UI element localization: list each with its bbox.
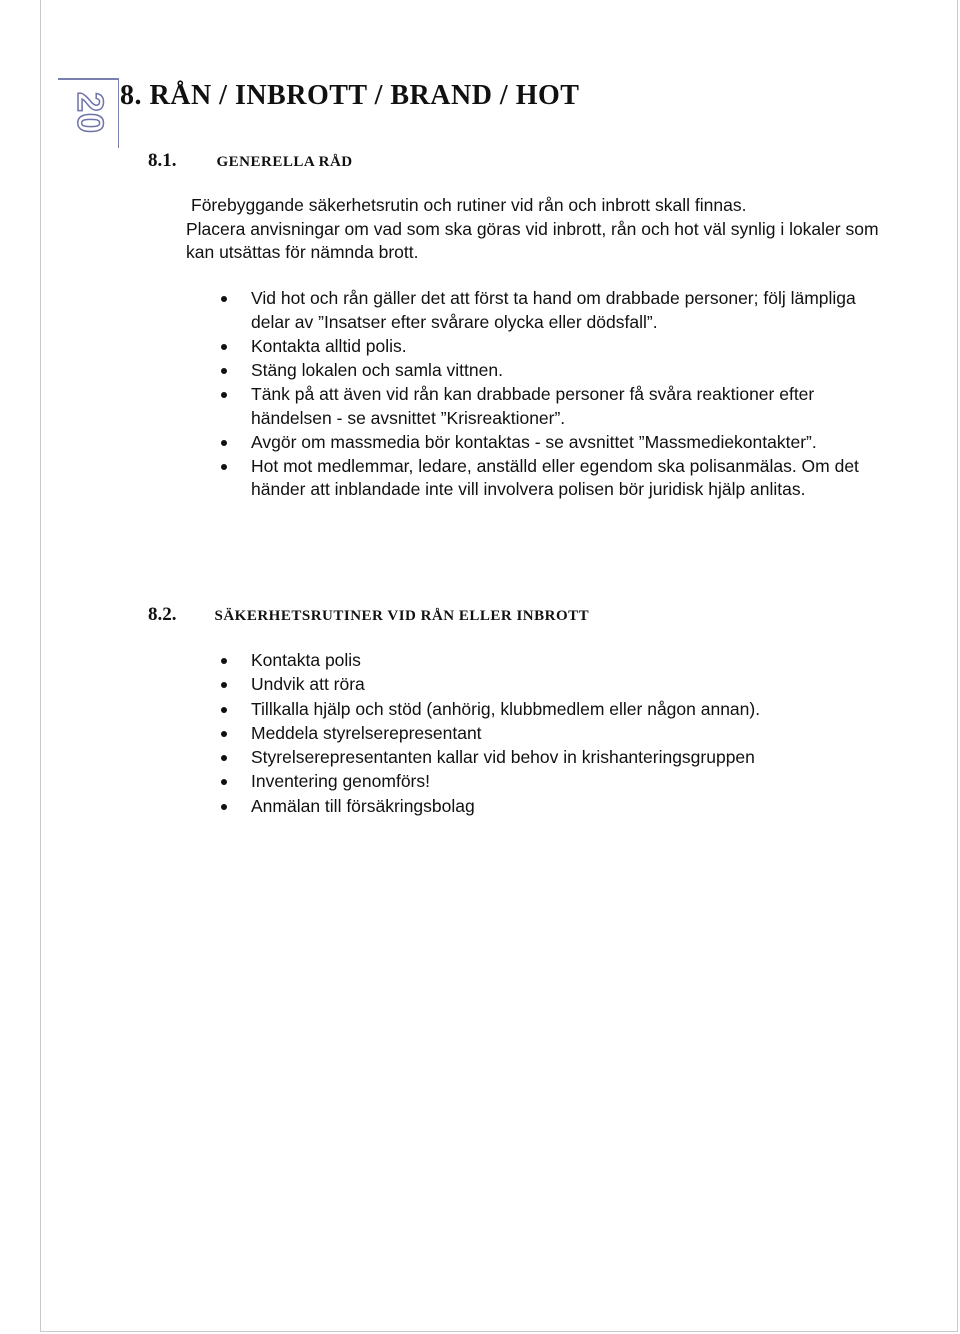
list-item [221, 287, 871, 334]
header-vertical-rule [118, 78, 119, 148]
list-item-text: Tänk på att även vid rån kan drabbade personer få svåra reaktioner efter händelsen - se avsnittet ”Krisreaktioner”. [251, 384, 815, 428]
general-advice-list [221, 287, 871, 503]
bullet-icon [221, 440, 227, 446]
header-rule [58, 78, 118, 80]
bullet-icon [221, 804, 227, 810]
list-item-text: Kontakta alltid polis. [251, 335, 407, 356]
list-item [221, 795, 871, 819]
bullet-icon [221, 682, 227, 688]
list-item [221, 722, 871, 746]
list-item [221, 335, 871, 359]
list-item-text: Hot mot medlemmar, ledare, anställd eller egendom ska polisanmälas. Om det händer att inblandade inte vill involvera polisen bör juridisk hjälp anlitas. [251, 455, 859, 500]
list-item [221, 455, 871, 502]
list-item-text: Avgör om massmedia bör kontaktas - se avsnittet ”Massmediekontakter”. [251, 431, 817, 452]
section-title: GENERELLA RÅD [216, 154, 353, 170]
bullet-icon [221, 392, 227, 398]
section-number: 8.2. [148, 604, 177, 625]
list-item [221, 359, 871, 383]
list-item [221, 746, 871, 770]
intro-line: Förebyggande säkerhetsrutin och rutiner vid rån och inbrott skall finnas. [191, 195, 747, 215]
list-item-text: Kontakta polis [251, 650, 361, 670]
section-heading-general-advice [148, 146, 353, 173]
bullet-icon [221, 658, 227, 664]
section-number: 8.1. [148, 150, 177, 171]
bullet-icon [221, 464, 227, 470]
list-item-text: Tillkalla hjälp och stöd (anhörig, klubbmedlem eller någon annan). [251, 698, 761, 719]
list-item-text: Meddela styrelserepresentant [251, 722, 482, 743]
list-item [221, 770, 871, 794]
section-heading-security-routines [148, 600, 589, 627]
list-item-text: Vid hot och rån gäller det att först ta hand om drabbade personer; följ lämpliga delar av ”Insatser efter svårare olycka eller dödsfall”. [251, 288, 856, 332]
list-item [221, 673, 871, 697]
bullet-icon [221, 731, 227, 737]
section-title: SÄKERHETSRUTINER VID RÅN ELLER INBROTT [214, 608, 590, 624]
list-item-text: Inventering genomförs! [251, 771, 430, 792]
page-number: 20 [70, 92, 111, 135]
bullet-icon [221, 296, 227, 302]
intro-paragraph [186, 194, 886, 265]
bullet-icon [221, 779, 227, 785]
bullet-icon [221, 707, 227, 713]
chapter-title: 8. RÅN / INBROTT / BRAND / HOT [120, 80, 580, 111]
intro-line: Placera anvisningar om vad som ska göras vid inbrott, rån och hot väl synlig i lokaler som kan utsättas för nämnda brott. [186, 218, 879, 262]
list-item [221, 698, 871, 722]
list-item-text: Styrelserepresentanten kallar vid behov in krishanteringsgruppen [251, 747, 755, 768]
security-routines-list [221, 649, 871, 819]
bullet-icon [221, 368, 227, 374]
list-item-text: Stäng lokalen och samla vittnen. [251, 359, 503, 380]
bullet-icon [221, 755, 227, 761]
list-item [221, 649, 871, 673]
list-item [221, 383, 871, 430]
list-item-text: Anmälan till försäkringsbolag [251, 795, 475, 816]
bullet-icon [221, 344, 227, 350]
list-item-text: Undvik att röra [251, 674, 365, 695]
list-item [221, 431, 871, 455]
